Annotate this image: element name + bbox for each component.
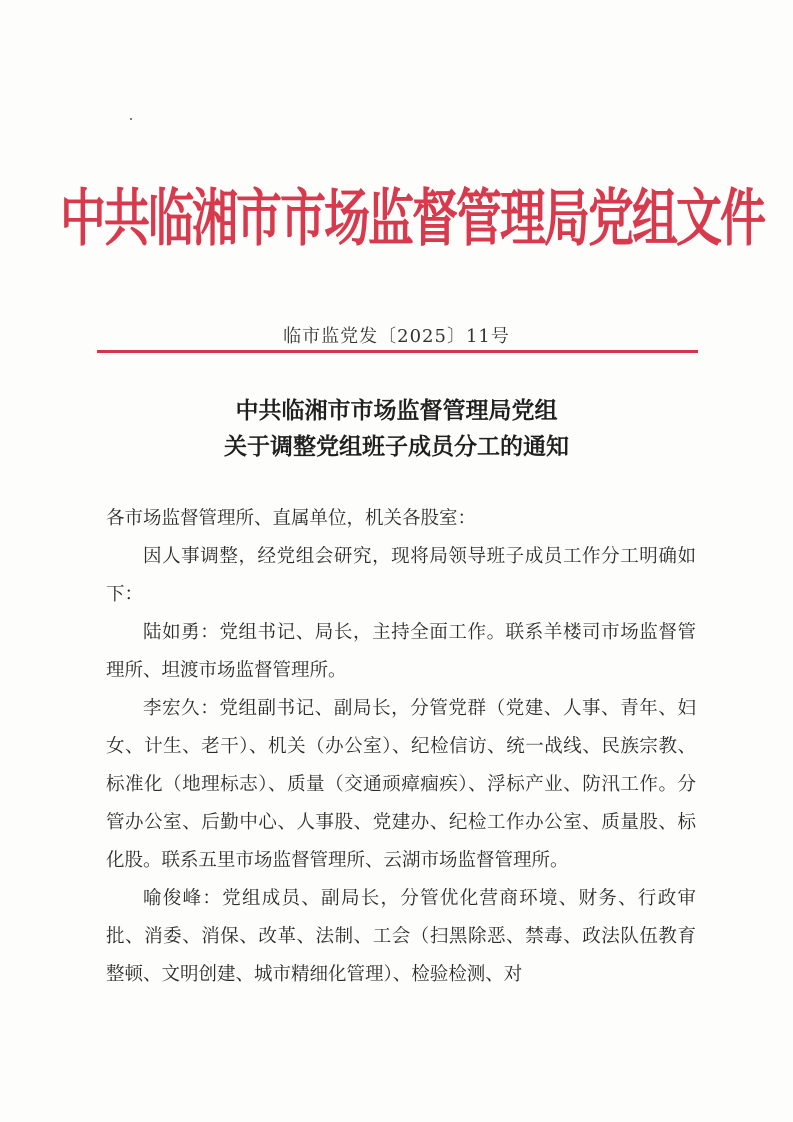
document-number: 临市监党发〔2025〕11号: [283, 326, 510, 347]
notice-body: [106, 500, 696, 994]
notice-title: [0, 393, 793, 465]
paragraph-li-hongjiu: 李宏久：党组副书记、副局长，分管党群（党建、人事、青年、妇女、计生、老干）、机关（办公室）、纪检信访、统一战线、民族宗教、标准化（地理标志）、质量（交通顽瘴痼疾）、浮标产业、防汛工作。分管办公室、后勤中心、人事股、党建办、纪检工作办公室、质量股、标化股。联系五里市场监督管理所、云湖市场监督管理所。: [106, 698, 696, 871]
paragraph-yu-junfeng: 喻俊峰：党组成员、副局长，分管优化营商环境、财务、行政审批、消委、消保、改革、法制、工会（扫黑除恶、禁毒、政法队伍教育整顿、文明创建、城市精细化管理）、检验检测、对: [106, 888, 696, 985]
notice-title-line-1: 中共临湘市市场监督管理局党组: [235, 397, 558, 424]
masthead-title: 中共临湘市市场监督管理局党组文件: [60, 181, 764, 255]
red-divider-line: [97, 350, 698, 353]
paragraph-intro: 因人事调整，经党组会研究，现将局领导班子成员工作分工明确如下：: [106, 546, 696, 605]
salutation: 各市场监督管理所、直属单位，机关各股室：: [106, 508, 477, 529]
scan-speck: [130, 118, 132, 120]
paragraph-lu-ruyong: 陆如勇：党组书记、局长，主持全面工作。联系羊楼司市场监督管理所、坦渡市场监督管理所。: [106, 622, 696, 681]
notice-title-line-2: 关于调整党组班子成员分工的通知: [224, 433, 569, 460]
